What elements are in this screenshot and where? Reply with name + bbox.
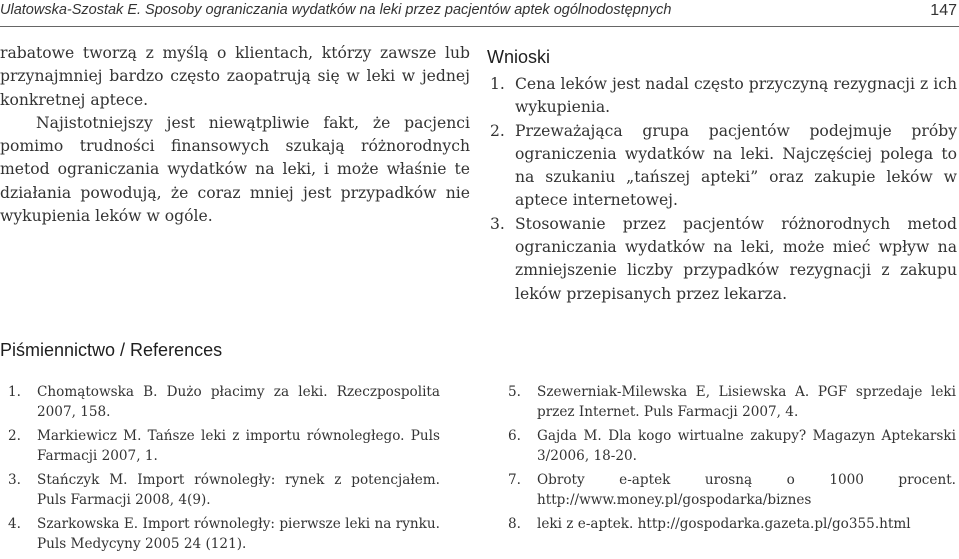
reference-item [0,471,440,510]
reference-number: 4. [8,516,21,532]
conclusion-item [487,73,957,120]
reference-number: 7. [508,472,521,488]
conclusion-number: 3. [490,214,505,233]
reference-item [0,383,440,422]
conclusions-section [487,46,957,306]
references-right-column [500,383,956,540]
reference-item [0,515,440,554]
body-paragraph-1: rabatowe tworzą z myślą o klientach, którzy zawsze lub przynajmniej bardzo często zaopatrują się w leki w jednej konkretnej aptece. [0,44,470,109]
reference-text: Szarkowska E. Import równoległy: pierwsze leki na rynku. Puls Medycyny 2005 24 (121). [37,516,440,552]
conclusion-text: Stosowanie przez pacjentów różnorodnych metod ograniczania wydatków na leki, może mieć wpływ na zmniejszenie liczby przypadków rezygnacji z zakupu leków przepisanych przez lekarza. [515,214,957,303]
reference-text: Obroty e-aptek urosną o 1000 procent. http://www.money.pl/gospodarka/biznes [537,472,956,508]
references-left-column [0,383,440,559]
reference-item [0,427,440,466]
reference-text: Markiewicz M. Tańsze leki z importu równoległego. Puls Farmacji 2007, 1. [37,428,440,464]
body-paragraph-2: Najistotniejszy jest niewątpliwie fakt, że pacjenci pomimo trudności finansowych szukają różnorodnych metod ograniczania wydatków na leki, i może właśnie te działania powodują, że coraz mniej jest przypadków nie wykupienia leków w ogóle. [0,113,470,226]
reference-number: 3. [8,472,21,488]
reference-item [500,471,956,510]
reference-number: 1. [8,384,21,400]
running-header [0,0,959,26]
reference-text: leki z e-aptek. http://gospodarka.gazeta.pl/go355.html [537,516,911,532]
reference-text: Stańczyk M. Import równoległy: rynek z potencjałem. Puls Farmacji 2008, 4(9). [37,472,440,508]
reference-number: 8. [508,516,521,532]
reference-item [500,515,956,535]
conclusion-text: Cena leków jest nadal często przyczyną rezygnacji z ich wykupienia. [515,75,957,117]
reference-number: 6. [508,428,521,444]
conclusion-number: 2. [490,121,505,140]
page-number: 147 [930,2,957,19]
reference-item [500,383,956,422]
reference-item [500,427,956,466]
references-heading: Piśmiennictwo / References [0,340,223,360]
reference-text: Gajda M. Dla kogo wirtualne zakupy? Magazyn Aptekarski 3/2006, 18-20. [537,428,956,464]
header-rule [0,26,959,27]
reference-number: 2. [8,428,21,444]
reference-text: Chomątowska B. Dużo płacimy za leki. Rzeczpospolita 2007, 158. [37,384,440,420]
running-title: Ulatowska-Szostak E. Sposoby ograniczania wydatków na leki przez pacjentów aptek ogólnodostępnych [0,2,672,18]
conclusion-text: Przeważająca grupa pacjentów podejmuje próby ograniczenia wydatków na leki. Najczęściej polega to na szukaniu „tańszej apteki” oraz zakupie leków w aptece internetowej. [515,121,957,210]
reference-text: Szewerniak-Milewska E, Lisiewska A. PGF sprzedaje leki przez Internet. Puls Farmacji 2007, 4. [537,384,956,420]
conclusion-item [487,213,957,306]
conclusion-item [487,120,957,213]
conclusion-number: 1. [490,75,505,93]
reference-number: 5. [508,384,521,400]
conclusions-heading: Wnioski [487,47,551,67]
left-body-column [0,42,470,228]
